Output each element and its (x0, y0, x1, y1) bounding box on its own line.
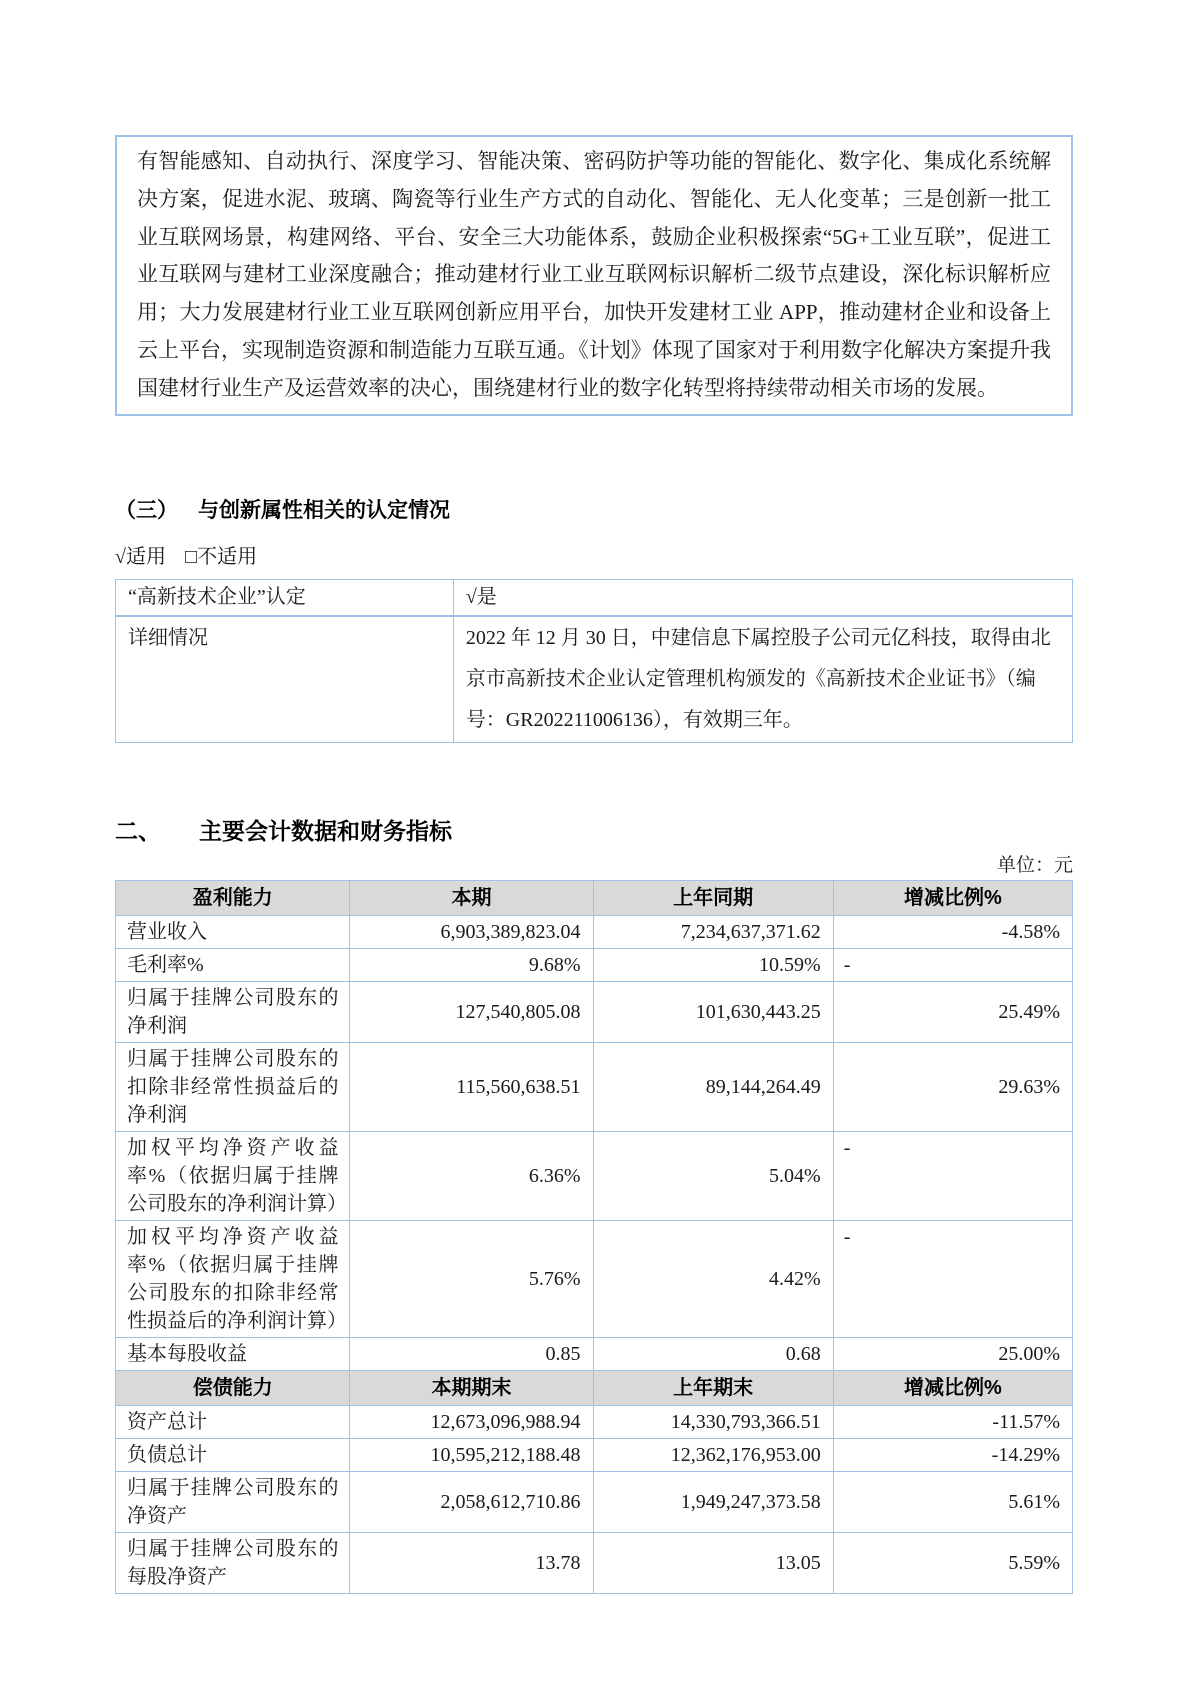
certification-table (115, 579, 1073, 743)
label-cell: 归属于挂牌公司股东的净利润 (116, 981, 350, 1042)
prior-period-cell: 7,234,637,371.62 (593, 915, 833, 948)
current-period-cell: 6.36% (350, 1131, 593, 1220)
current-period-cell: 115,560,638.51 (350, 1042, 593, 1131)
table-row (116, 616, 1073, 743)
change-cell: 29.63% (833, 1042, 1072, 1131)
current-period-cell: 10,595,212,188.48 (350, 1438, 593, 1471)
section-number: （三） (115, 498, 178, 522)
current-period-cell: 12,673,096,988.94 (350, 1405, 593, 1438)
profitability-header-row (116, 880, 1073, 915)
current-period-cell: 2,058,612,710.86 (350, 1471, 593, 1532)
section-title: 与创新属性相关的认定情况 (198, 498, 450, 522)
row-total-assets (116, 1405, 1073, 1438)
section-number: 二、 (115, 817, 161, 844)
header-cell-change-ratio: 增减比例% (833, 880, 1072, 915)
change-cell: 25.49% (833, 981, 1072, 1042)
table-row (116, 579, 1073, 616)
change-cell: -11.57% (833, 1405, 1072, 1438)
label-cell: 加权平均净资产收益率%（依据归属于挂牌公司股东的扣除非经常性损益后的净利润计算） (116, 1220, 350, 1337)
label-cell: 基本每股收益 (116, 1337, 350, 1370)
change-cell: -4.58% (833, 915, 1072, 948)
prior-period-cell: 14,330,793,366.51 (593, 1405, 833, 1438)
current-period-cell: 0.85 (350, 1337, 593, 1370)
prior-period-cell: 89,144,264.49 (593, 1042, 833, 1131)
row-basic-eps (116, 1337, 1073, 1370)
row-net-profit-deducted (116, 1042, 1073, 1131)
current-period-cell: 6,903,389,823.04 (350, 915, 593, 948)
change-cell: - (833, 1220, 1072, 1337)
cert-value-cell: √是 (453, 579, 1072, 616)
prior-period-cell: 12,362,176,953.00 (593, 1438, 833, 1471)
header-cell-profitability: 盈利能力 (116, 880, 350, 915)
label-cell: 营业收入 (116, 915, 350, 948)
prior-period-cell: 5.04% (593, 1131, 833, 1220)
cert-label-cell: “高新技术企业”认定 (116, 579, 454, 616)
header-cell-prior-period: 上年同期 (593, 880, 833, 915)
label-cell: 毛利率% (116, 948, 350, 981)
row-net-profit-attributable (116, 981, 1073, 1042)
current-period-cell: 5.76% (350, 1220, 593, 1337)
label-cell: 归属于挂牌公司股东的净资产 (116, 1471, 350, 1532)
current-period-cell: 9.68% (350, 948, 593, 981)
change-cell: - (833, 948, 1072, 981)
section-heading-innovation (115, 494, 1073, 524)
not-applicable-option: □不适用 (184, 545, 258, 568)
header-cell-prior-period-end: 上年期末 (593, 1370, 833, 1405)
label-cell: 负债总计 (116, 1438, 350, 1471)
applicability-line (115, 540, 1073, 569)
row-net-assets-per-share (116, 1532, 1073, 1593)
intro-paragraph-text: 有智能感知、自动执行、深度学习、智能决策、密码防护等功能的智能化、数字化、集成化系统解决方案，促进水泥、玻璃、陶瓷等行业生产方式的自动化、智能化、无人化变革；三是创新一批工业互联网场景，构建网络、平台、安全三大功能体系，鼓励企业积极探索“5G+工业互联”，促进工业互联网与建材工业深度融合；推动建材行业工业互联网标识解析二级节点建设，深化标识解析应用；大力发展建材行业工业互联网创新应用平台，加快开发建材工业 APP，推动建材企业和设备上云上平台，实现制造资源和制造能力互联互通。《计划》体现了国家对于利用数字化解决方案提升我国建材行业生产及运营效率的决心，围绕建材行业的数字化转型将持续带动相关市场的发展。 (137, 149, 1051, 400)
prior-period-cell: 4.42% (593, 1220, 833, 1337)
change-cell: 5.59% (833, 1532, 1072, 1593)
prior-period-cell: 101,630,443.25 (593, 981, 833, 1042)
change-cell: -14.29% (833, 1438, 1072, 1471)
prior-period-cell: 10.59% (593, 948, 833, 981)
header-cell-current-period: 本期 (350, 880, 593, 915)
label-cell: 资产总计 (116, 1405, 350, 1438)
highlighted-paragraph-box (115, 135, 1073, 416)
header-cell-solvency: 偿债能力 (116, 1370, 350, 1405)
section-title: 主要会计数据和财务指标 (199, 817, 452, 844)
row-operating-revenue (116, 915, 1073, 948)
unit-label: 单位：元 (996, 854, 1073, 876)
solvency-header-row (116, 1370, 1073, 1405)
row-weighted-roe (116, 1131, 1073, 1220)
current-period-cell: 13.78 (350, 1532, 593, 1593)
row-total-liabilities (116, 1438, 1073, 1471)
change-cell: 5.61% (833, 1471, 1072, 1532)
row-net-assets-attributable (116, 1471, 1073, 1532)
change-cell: 25.00% (833, 1337, 1072, 1370)
change-cell: - (833, 1131, 1072, 1220)
section-heading-financial (115, 813, 1073, 846)
label-cell: 加权平均净资产收益率%（依据归属于挂牌公司股东的净利润计算） (116, 1131, 350, 1220)
financial-metrics-table (115, 880, 1073, 1594)
page-content (115, 135, 1073, 1594)
prior-period-cell: 0.68 (593, 1337, 833, 1370)
applicable-checked-option: √适用 (115, 545, 166, 568)
cert-label-cell: 详细情况 (116, 616, 454, 743)
row-weighted-roe-deducted (116, 1220, 1073, 1337)
label-cell: 归属于挂牌公司股东的每股净资产 (116, 1532, 350, 1593)
prior-period-cell: 1,949,247,373.58 (593, 1471, 833, 1532)
row-gross-margin (116, 948, 1073, 981)
prior-period-cell: 13.05 (593, 1532, 833, 1593)
cert-value-cell: 2022 年 12 月 30 日，中建信息下属控股子公司元亿科技，取得由北京市高新技术企业认定管理机构颁发的《高新技术企业证书》（编号：GR202211006136），有效期三年。 (453, 616, 1072, 743)
current-period-cell: 127,540,805.08 (350, 981, 593, 1042)
header-cell-current-period-end: 本期期末 (350, 1370, 593, 1405)
header-cell-change-ratio: 增减比例% (833, 1370, 1072, 1405)
label-cell: 归属于挂牌公司股东的扣除非经常性损益后的净利润 (116, 1042, 350, 1131)
